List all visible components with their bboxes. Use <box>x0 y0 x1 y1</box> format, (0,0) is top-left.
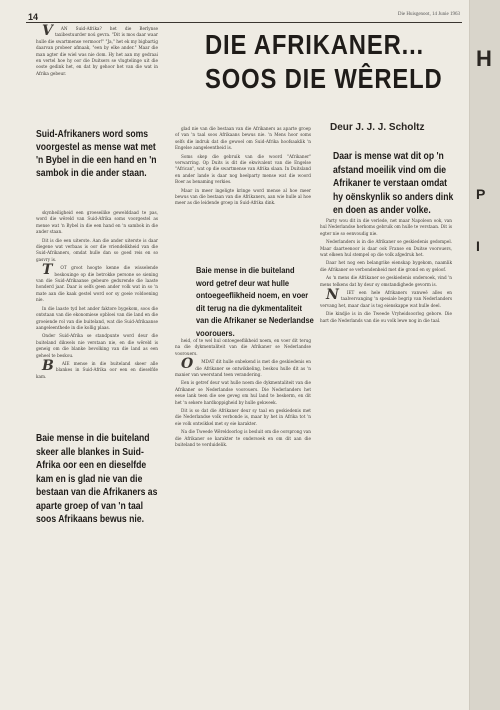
paragraph: Soms skep die gebruik van die woord "Afrikaner" verwarring. Op Duits is dit die ekwivalent van die Engelse "African", wat op die swartmense van Afrika slaan. In Duitsland en ander lande is daar nog heelparty mense wat die woord Boer as benaming verkies. <box>175 153 311 185</box>
article-headline <box>205 28 443 96</box>
paragraph: Die kindjie is in die Tweede Vryheidsoorlog gebore. Die hart die Nederlands van die ou volk lewe nog in die taal. <box>320 311 452 323</box>
paragraph: OT groot hoogte kenne die wisselende beskouinge op die betrokke persone se siening van die Suid-Afrikaanse gebeure gedurende die laaste honderd jaar. Daar is selfs geen ander volk wat in so 'n mate aan die kaak gestel word oor sy goeie voldoening nie. <box>36 265 158 303</box>
drop-cap: B <box>42 357 54 374</box>
paragraph: skynheiligheid een groeseilike gewelddaad te pas, word die wêreld van Suid-Afrika soms voorgestel as mense wat 'n Bybel in die een hand en 'n sambok in die ander staan. <box>36 210 158 235</box>
paragraph: Onder Suid-Afrika se standpunte word deur die buiteland dikwels nie verstaan nie, en die wêreld is geneig om die blanke bevolking van die land as een geheel te beskou. <box>36 333 158 358</box>
adjacent-page-edge <box>469 0 500 710</box>
paragraph: AIE mense in die buiteland skeer alle blankes in Suid-Afrika oor een en dieselfde kam. <box>36 360 158 379</box>
paragraph: IET een hele Afrikaners vanweë alles en taalvervanging 'n spesiale begrip van Nederlanders vervang het, maar daar is tog eienskappe wat hulle deel. <box>320 290 452 308</box>
drop-cap: T <box>42 262 53 279</box>
paragraph: As 'n mens die Afrikaner se geskiedenis ondersoek, vind 'n mens telkens dat hy deur sy omstandighede gevorm is. <box>320 275 452 287</box>
byline: Deur J. J. J. Scholtz <box>330 122 425 133</box>
column-1-body <box>36 210 158 382</box>
drop-cap: N <box>326 287 339 304</box>
headline-line-2: SOOS DIE WÊRELD <box>205 63 443 94</box>
column-3-body <box>320 218 452 326</box>
paragraph: AN Suid-Afrika? het die Berlynse taxibestuurder noú gevra. "Dit is mos daar waar hulle die swartmense vermoor!" "Ja," het ek my bigbartig daarvan probeer afmaak, "een by elke ander." Maar die man agter die wiel was nie dom. Hy het aan my gedraai en vertel hoe hy oor die Duitsers se vlugtelinge uit die ooste gedink het, en dat hy gehoor het van die wat in Afrika gebeur. <box>36 26 159 76</box>
headline-line-1: DIE AFRIKANER... <box>205 29 424 60</box>
paragraph: Dit is die een uiterste. Aan die ander uiterste is daar diegene wat verbaas is oor die vriendelikheid van die Suid-Afrikaners, omdat hulle dan so goed reis en so gasvry is. <box>36 237 158 262</box>
paragraph: Daar het nog een belangrike eienskap bygekom, naamlik die Afrikaner se verbondenheid met die grond en sy geloof. <box>320 260 452 272</box>
paragraph: Na die Tweede Wêreldoorlog is besluit om die oorsprong van die Afrikaner se karakter te ondersoek en om dit aan die buiteland te verduidelik. <box>175 429 311 448</box>
paragraph: Dit is so dat die Afrikaner deur sy taal en geskiedenis met die Nederlandse volk verbonde is, maar hy het in Afrika tot 'n eie volk ontwikkel met sy eie karakter. <box>175 408 311 426</box>
pull-quote-buiteland-skeer: Baie mense in die buiteland skeer alle blankes in Suid-Afrika oor een en dieselfde kam en is glad nie van die bestaan van die Afrikaners as aparte groep of van 'n taal soos Afrikaans bewus nie. <box>36 433 158 525</box>
paragraph: MDAT dit hulle onbekend is met die geskiedenis en die Afrikaner se ontwikkeling, beskou hulle dit as 'n manier van weerstand teen verandering. <box>175 359 311 378</box>
pull-quote-afstand: Daar is mense wat dit op 'n afstand moeilik vind om die Afrikaner te verstaan omdat hy oënskynlik so anders dink en doen as ander volke. <box>333 151 454 216</box>
column-2-body <box>175 126 311 209</box>
column-1-intro <box>36 23 159 79</box>
paragraph: glad nie van die bestaan van die Afrikaners as aparte groep of van 'n taal soos Afrikaans bewus nie. 'n Mens hoor soms selfs die indruk dat die gewoel om Suid-Afrika hoofsaaklik 'n Engelse aangeleentheid is. <box>175 126 311 151</box>
paragraph: Party wou dit in die verlede, net maar Napoleon ook, van hul Nederlandse herkoms gebruik om hulle te verstaan. Dit is egter nie so eenvoudig nie. <box>320 218 452 236</box>
paragraph: Een is getref deur wat hulle noem die dykmentaliteit van die Afrikaner se Nederlandse voorouers. Die Nederlanders het eeue lank teen die see geveg om hul land te beskerm, en dit het 'n sekere hardkoppigheid by hulle gekweek. <box>175 380 311 405</box>
drop-cap: V <box>42 23 53 39</box>
column-2-lower <box>175 338 311 451</box>
pull-quote-dykmentaliteit: Baie mense in die buiteland word getref deur wat hulle ontoegeeflikheid noem, en voer dit terug na die dykmentaliteit van die Afrikaner se Nederlandse voorouers. <box>196 265 314 338</box>
paragraph: Nederlanders is in die Afrikaner se geskiedenis gedompel. Maar daarteenoor is daar ook Franse en Duitse voorouers, wat elkeen hul stempel op die volk afgedruk het. <box>320 239 452 258</box>
running-head: Die Huisgenoot, 14 Junie 1963 <box>397 12 460 17</box>
fold-letter-i: I <box>476 238 480 254</box>
paragraph: heid, of te wel hul ontoegeeflikheid noem, en voer dit terug na die dykmentaliteit van die Afrikaner se Nederlandse voorouers. <box>175 338 311 356</box>
paragraph: Maar in meer ingeligte kringe word mense al hoe meer bewus van die bestaan van die Afrikaners, aan wie hulle al hoe meer as die leidende groep in Suid-Afrika dink. <box>175 187 311 206</box>
fold-letter-h: H <box>476 46 492 71</box>
paragraph: In die laaste tyd het ander faktore bygekom, soos die ontstaan van die ekonomiese opbloei van die land en die groeiende rol van die buiteland, wat die Suid-Afrikaanse aangeleenthede in die kollig plaas. <box>36 305 158 330</box>
drop-cap: O <box>181 356 194 373</box>
page-number: 14 <box>28 12 39 22</box>
fold-letter-p: P <box>476 186 486 202</box>
header-rule <box>26 22 462 23</box>
pull-quote-bible-sambok: Suid-Afrikaners word soms voorgestel as mense wat met 'n Bybel in die een hand en 'n sambok in die ander staan. <box>36 129 157 179</box>
